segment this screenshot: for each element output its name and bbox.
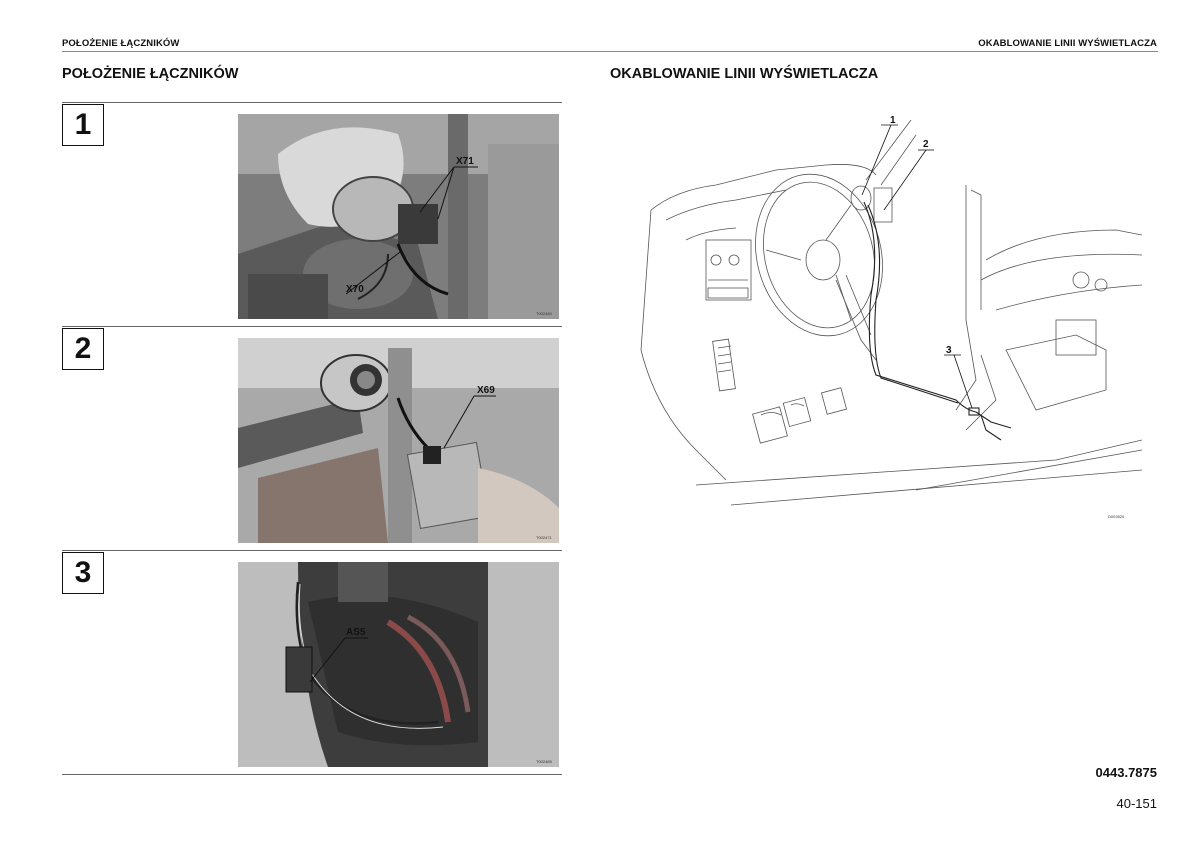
step-2-divider [62, 326, 562, 327]
diagram-callout-3: 3 [946, 345, 952, 356]
connector-label-x69: X69 [477, 385, 495, 396]
step-2-number: 2 [62, 328, 104, 370]
header-divider [62, 51, 1158, 52]
diagram-code: D003520 [1108, 514, 1125, 519]
connector-label-x70: X70 [346, 284, 364, 295]
step-3-divider [62, 550, 562, 551]
document-code: 0443.7875 [1095, 765, 1157, 780]
page-number: 40-151 [1116, 796, 1157, 811]
step-3-number: 3 [62, 552, 104, 594]
step-1-photo [238, 114, 559, 319]
step-2-photo-code: T002471 [536, 535, 552, 540]
left-section-title: POŁOŻENIE ŁĄCZNIKÓW [62, 66, 239, 82]
right-section-title: OKABLOWANIE LINII WYŚWIETLACZA [610, 66, 879, 82]
connector-label-x71: X71 [456, 156, 474, 167]
step-2-photo [238, 338, 559, 543]
step-3-photo-code: T002485 [536, 759, 552, 764]
steps-bottom-divider [62, 774, 562, 775]
connector-label-as5: AS5 [346, 627, 366, 638]
running-header-left: POŁOŻENIE ŁĄCZNIKÓW [62, 38, 180, 49]
step-3-photo [238, 562, 559, 767]
diagram-callout-1: 1 [890, 115, 896, 126]
step-1-number: 1 [62, 104, 104, 146]
step-1-divider [62, 102, 562, 103]
diagram-callout-2: 2 [923, 139, 929, 150]
step-1-photo-code: T002460 [536, 311, 552, 316]
running-header-right: OKABLOWANIE LINII WYŚWIETLACZA [978, 38, 1157, 49]
wiring-diagram [636, 110, 1142, 522]
